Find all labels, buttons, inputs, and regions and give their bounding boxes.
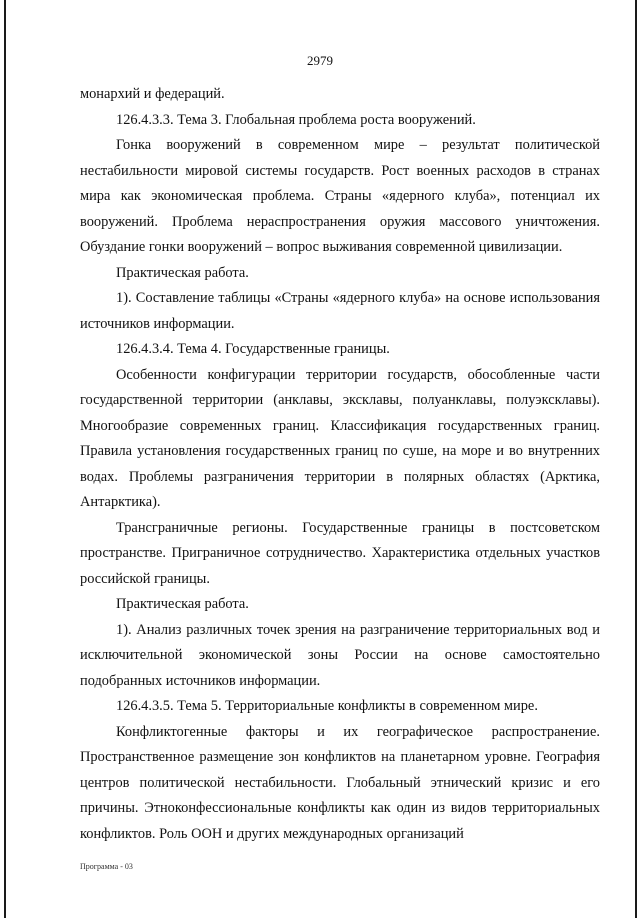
section-heading: 126.4.3.3. Тема 3. Глобальная проблема роста вооружений. — [116, 111, 476, 128]
scan-edge-right — [635, 0, 637, 918]
section-heading: 126.4.3.5. Тема 5. Территориальные конфликты в современном мире. — [116, 698, 538, 714]
practical-work-heading: Практическая работа. — [116, 264, 249, 281]
paragraph: монархий и федераций. — [80, 86, 225, 102]
page-number: 2979 — [307, 53, 333, 68]
section-heading: 126.4.3.4. Тема 4. Государственные границы. — [116, 341, 390, 357]
paragraph: Особенности конфигурации территории государств, обособленные части государственной территории (анклавы, эксклавы, полуанклавы, полуэксклавы). Многообразие современных границ. Классификация государственных границ. Правила установления государственных границ по суше, на море и во внутренних водах. Проблемы разграничения территории в полярных областях (Арктика, Антарктика). — [80, 366, 600, 510]
body-text — [80, 82, 600, 847]
practical-work-item: 1). Анализ различных точек зрения на разграничение территориальных вод и исключительной экономической зоны России на основе самостоятельно подобранных источников информации. — [80, 621, 600, 689]
paragraph: Гонка вооружений в современном мире – результат политической нестабильности мировой системы государств. Рост военных расходов в странах мира как экономическая проблема. Страны «ядерного клуба», потенциал их вооружений. Проблема нераспространения оружия массового уничтожения. Обуздание гонки вооружений – вопрос выживания современной цивилизации. — [80, 137, 600, 255]
footer-label: Программа - 03 — [80, 862, 133, 871]
paragraph: Трансграничные регионы. Государственные границы в постсоветском пространстве. Приграничное сотрудничество. Характеристика отдельных участков российской границы. — [80, 519, 600, 587]
practical-work-heading: Практическая работа. — [116, 596, 249, 612]
paragraph: Конфликтогенные факторы и их географическое распространение. Пространственное размещение зон конфликтов на планетарном уровне. География центров политической нестабильности. Глобальный этнический кризис и его причины. Этноконфессиональные конфликты как один из видов территориальных конфликтов. Роль ООН и других международных организаций — [80, 723, 600, 842]
practical-work-item: 1). Составление таблицы «Страны «ядерного клуба» на основе использования источников информации. — [80, 290, 600, 332]
scan-edge-left — [4, 0, 6, 918]
